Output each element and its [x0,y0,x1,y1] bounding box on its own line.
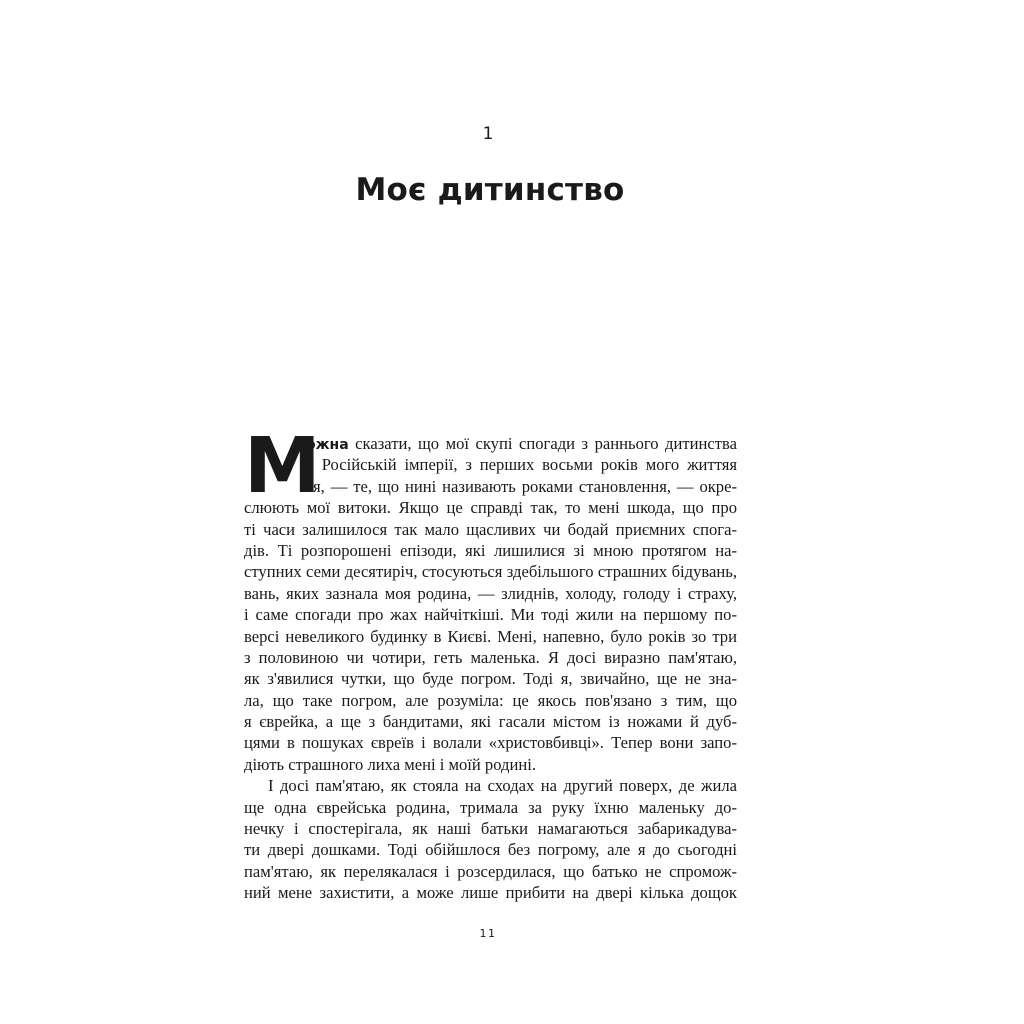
text-line: вань, яких зазнала моя родина, — злиднів, холоду, голоду і страху, [244,583,737,603]
text-line: діють страшного лиха мені і моїй родині. [244,754,537,774]
chapter-title: Моє дитинство [355,172,625,208]
text-line: нечку і спостерігала, як наші батьки намагаються забарикадува- [244,819,737,839]
text-line: як з'явилися чутки, що буде погром. Тоді я, звичайно, ще не зна- [244,669,737,689]
text-line: ще одна єврейська родина, тримала за руку їхню маленьку до- [244,797,737,817]
text-line: слюють мої витоки. Якщо це справді так, то мені шкода, що про [244,498,737,518]
text-line: пам'ятаю, як перелякалася і розсердилася, що батько не спромож- [244,861,737,881]
text-line: я єврейка, а ще з бандитами, які гасали містом із ножами й дуб- [244,712,737,732]
text-line: ний мене захистити, а може лише прибити на двері кілька дощок [244,883,737,903]
text-line: І досі пам'ятаю, як стояла на сходах на другий поверх, де жила [268,776,737,796]
text-line: ти двері дошками. Тоді обійшлося без погрому, але я до сьогодні [244,840,737,860]
text-line: з половиною чи чотири, геть маленька. Я досі виразно пам'ятаю, [244,647,737,667]
text-line: версі невеликого будинку в Києві. Мені, напевно, було років зо три [244,626,737,646]
text-line: ступних семи десятиріч, стосуються здебільшого страшних бідувань, [244,562,737,582]
text-line: і саме спогади про жах найчіткіші. Ми тоді жили на першому по- [244,605,737,625]
text-line: ожна сказати, що мої скупі спогади з раннього дитинства [306,434,737,453]
text-line: тя, — те, що нині називають роками становлення, — окре- [306,476,737,496]
chapter-number: 1 [482,124,494,144]
text-line: ла, що таке погром, але розуміла: це якось пов'язано з тим, що [244,690,737,710]
drop-cap: М [244,422,319,511]
body-text [244,422,737,904]
lead-word: ожна [306,437,349,453]
text-line: в Російській імперії, з перших восьми років мого життяя [306,455,737,475]
text-line: дів. Ті розпорошені епізоди, які лишилися зі мною протягом на- [244,540,737,560]
page-number: 11 [479,927,497,940]
text-line: ті часи залишилося так мало щасливих чи бодай приємних спога- [244,519,737,539]
text-line: цями в пошуках євреїв і волали «христовбивці». Тепер вони запо- [244,733,737,753]
